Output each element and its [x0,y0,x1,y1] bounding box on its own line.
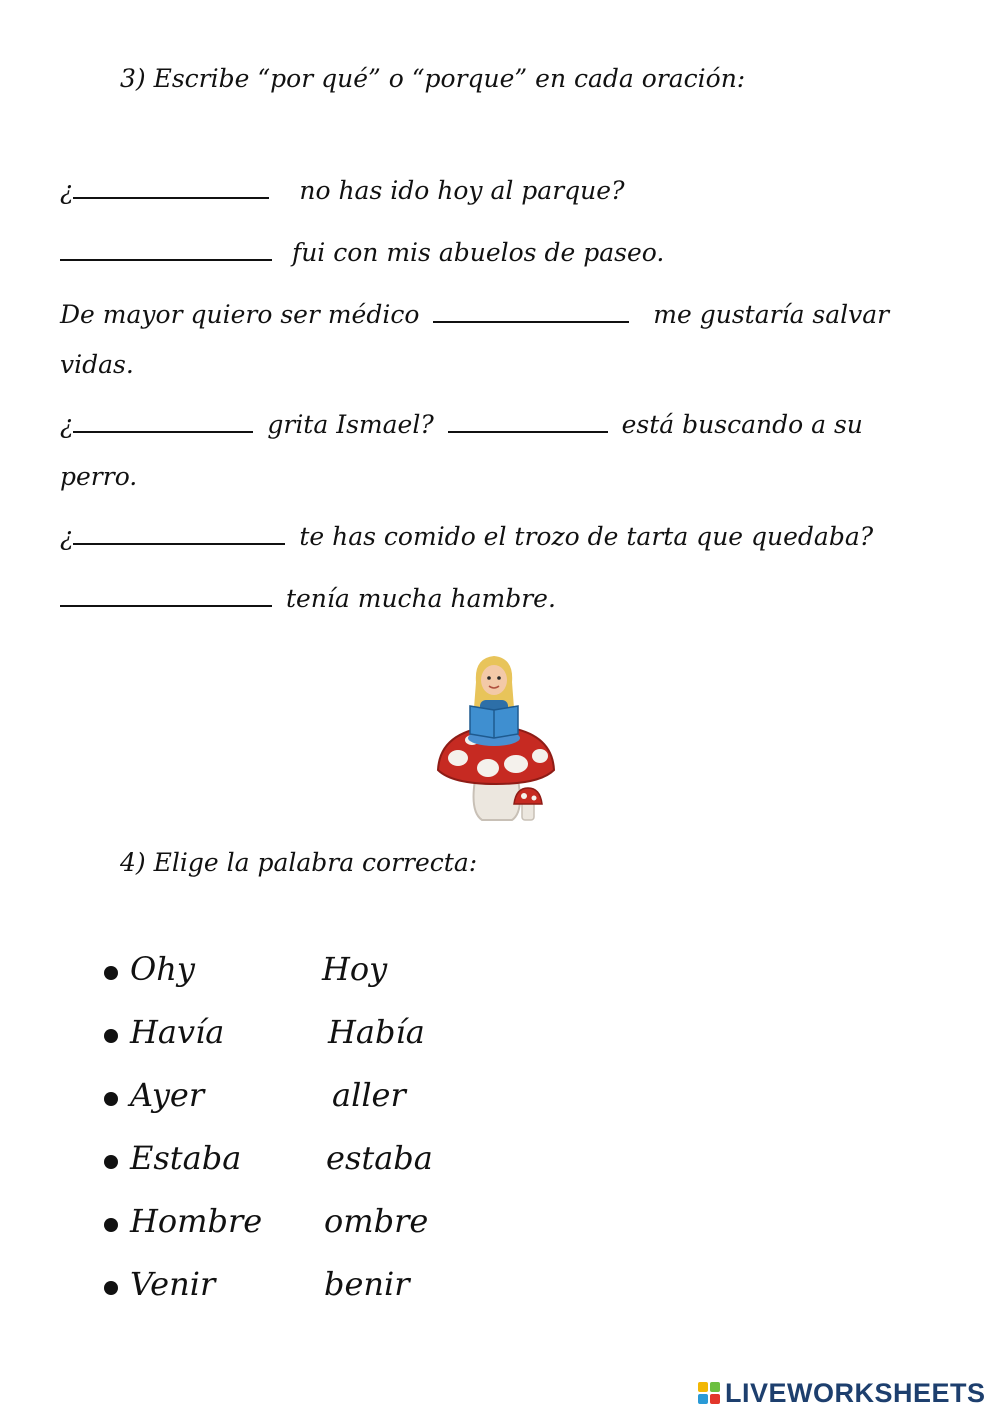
sentence-3 [60,300,889,329]
liveworksheets-brand-text: LIVEWORKSHEETS [725,1377,986,1408]
option-6-b[interactable]: benir [324,1265,410,1303]
option-6-a[interactable]: Venir [130,1265,216,1303]
option-5-a[interactable]: Hombre [130,1202,263,1240]
option-3-b[interactable]: aller [332,1076,406,1114]
girl-reading-on-mushroom-illustration [430,652,560,828]
option-2-b[interactable]: Había [328,1013,425,1051]
sentence-4-open-mark: ¿ [60,410,74,439]
blank-1[interactable] [73,177,269,199]
sentence-2 [60,238,664,267]
bullet-1 [104,966,118,980]
blank-7[interactable] [60,585,272,607]
option-1-b[interactable]: Hoy [322,950,388,988]
bullet-2 [104,1029,118,1043]
sentence-3-text-start: De mayor quiero ser médico [60,300,420,329]
sentence-5 [60,522,873,551]
sentence-4 [60,410,863,439]
sentence-4-continuation: perro. [60,462,138,491]
sentence-1 [60,176,624,205]
bullet-6 [104,1281,118,1295]
option-4-a[interactable]: Estaba [130,1139,242,1177]
blank-2[interactable] [60,239,272,261]
liveworksheets-logo [698,1378,986,1408]
option-4-b[interactable]: estaba [326,1139,433,1177]
sentence-3-continuation: vidas. [60,350,134,379]
section-3-heading: 3) Escribe “por qué” o “porque” en cada oración: [120,64,746,93]
sentence-4-text-end: está buscando a su [621,410,863,439]
blank-3[interactable] [433,301,629,323]
sentence-4-text-mid: grita Ismael? [267,410,434,439]
option-1-a[interactable]: Ohy [130,950,195,988]
liveworksheets-grid-icon [698,1382,720,1404]
bullet-4 [104,1155,118,1169]
sentence-5-text: te has comido el trozo de tarta que quedaba? [299,522,874,551]
blank-6[interactable] [73,523,285,545]
bullet-3 [104,1092,118,1106]
blank-4[interactable] [73,411,253,433]
sentence-6 [60,584,556,613]
option-2-a[interactable]: Havía [130,1013,225,1051]
option-3-a[interactable]: Ayer [130,1076,205,1114]
sentence-5-open-mark: ¿ [60,522,74,551]
sentence-6-text: tenía mucha hambre. [285,584,556,613]
blank-5[interactable] [448,411,608,433]
option-5-b[interactable]: ombre [324,1202,429,1240]
sentence-3-text-end: me gustaría salvar [653,300,890,329]
bullet-5 [104,1218,118,1232]
section-4-heading: 4) Elige la palabra correcta: [120,848,478,877]
sentence-1-open-mark: ¿ [60,176,74,205]
sentence-2-text: fui con mis abuelos de paseo. [291,238,665,267]
sentence-1-text: no has ido hoy al parque? [299,176,625,205]
